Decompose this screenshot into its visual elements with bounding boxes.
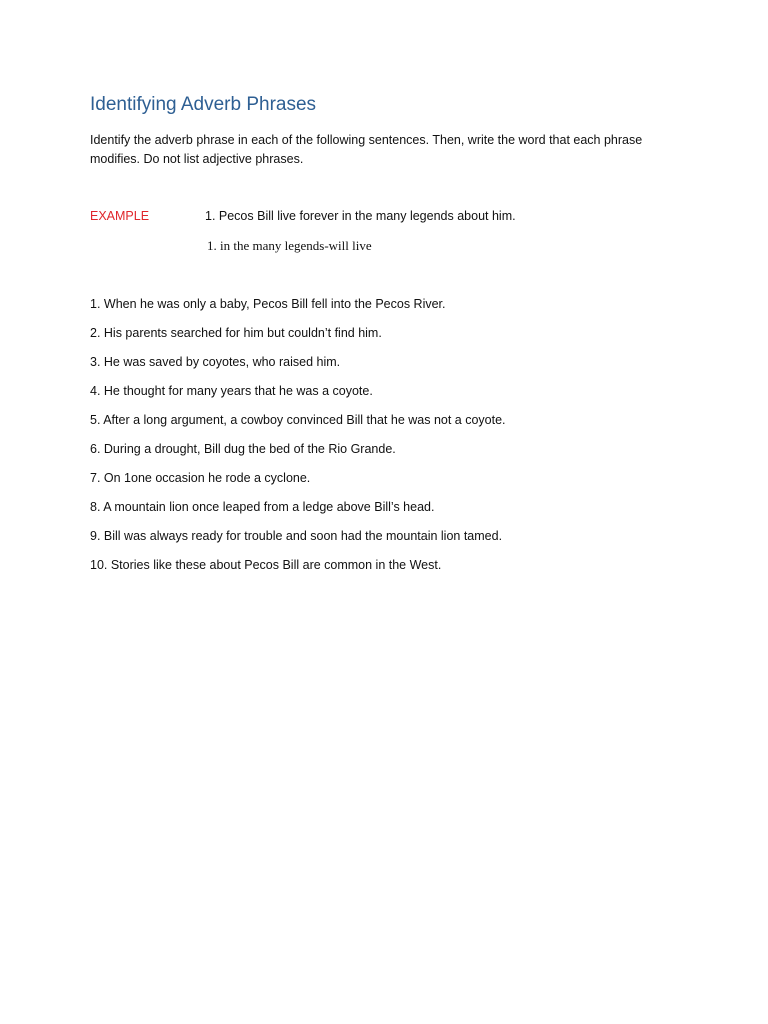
sentence-item: 10. Stories like these about Pecos Bill are common in the West.	[90, 558, 442, 572]
sentence-list	[90, 296, 506, 586]
instructions-paragraph: Identify the adverb phrase in each of the following sentences. Then, write the word that each phrase modifies. Do not list adjective phrases.	[90, 133, 643, 166]
sentence-item: 9. Bill was always ready for trouble and soon had the mountain lion tamed.	[90, 529, 503, 543]
example-label: EXAMPLE	[90, 209, 150, 223]
sentence-item: 4. He thought for many years that he was a coyote.	[90, 384, 373, 398]
sentence-item: 1. When he was only a baby, Pecos Bill fell into the Pecos River.	[90, 297, 446, 311]
sentence-item: 3. He was saved by coyotes, who raised him.	[90, 355, 341, 369]
page-title: Identifying Adverb Phrases	[90, 94, 317, 115]
sentence-item: 2. His parents searched for him but couldn’t find him.	[90, 326, 382, 340]
example-answer: 1. in the many legends-will live	[207, 238, 372, 253]
sentence-item: 5. After a long argument, a cowboy convinced Bill that he was not a coyote.	[90, 413, 506, 427]
sentence-item: 7. On 1one occasion he rode a cyclone.	[90, 471, 311, 485]
sentence-item: 6. During a drought, Bill dug the bed of the Rio Grande.	[90, 442, 396, 456]
example-sentence: 1. Pecos Bill live forever in the many legends about him.	[205, 209, 516, 223]
sentence-item: 8. A mountain lion once leaped from a ledge above Bill’s head.	[90, 500, 435, 514]
